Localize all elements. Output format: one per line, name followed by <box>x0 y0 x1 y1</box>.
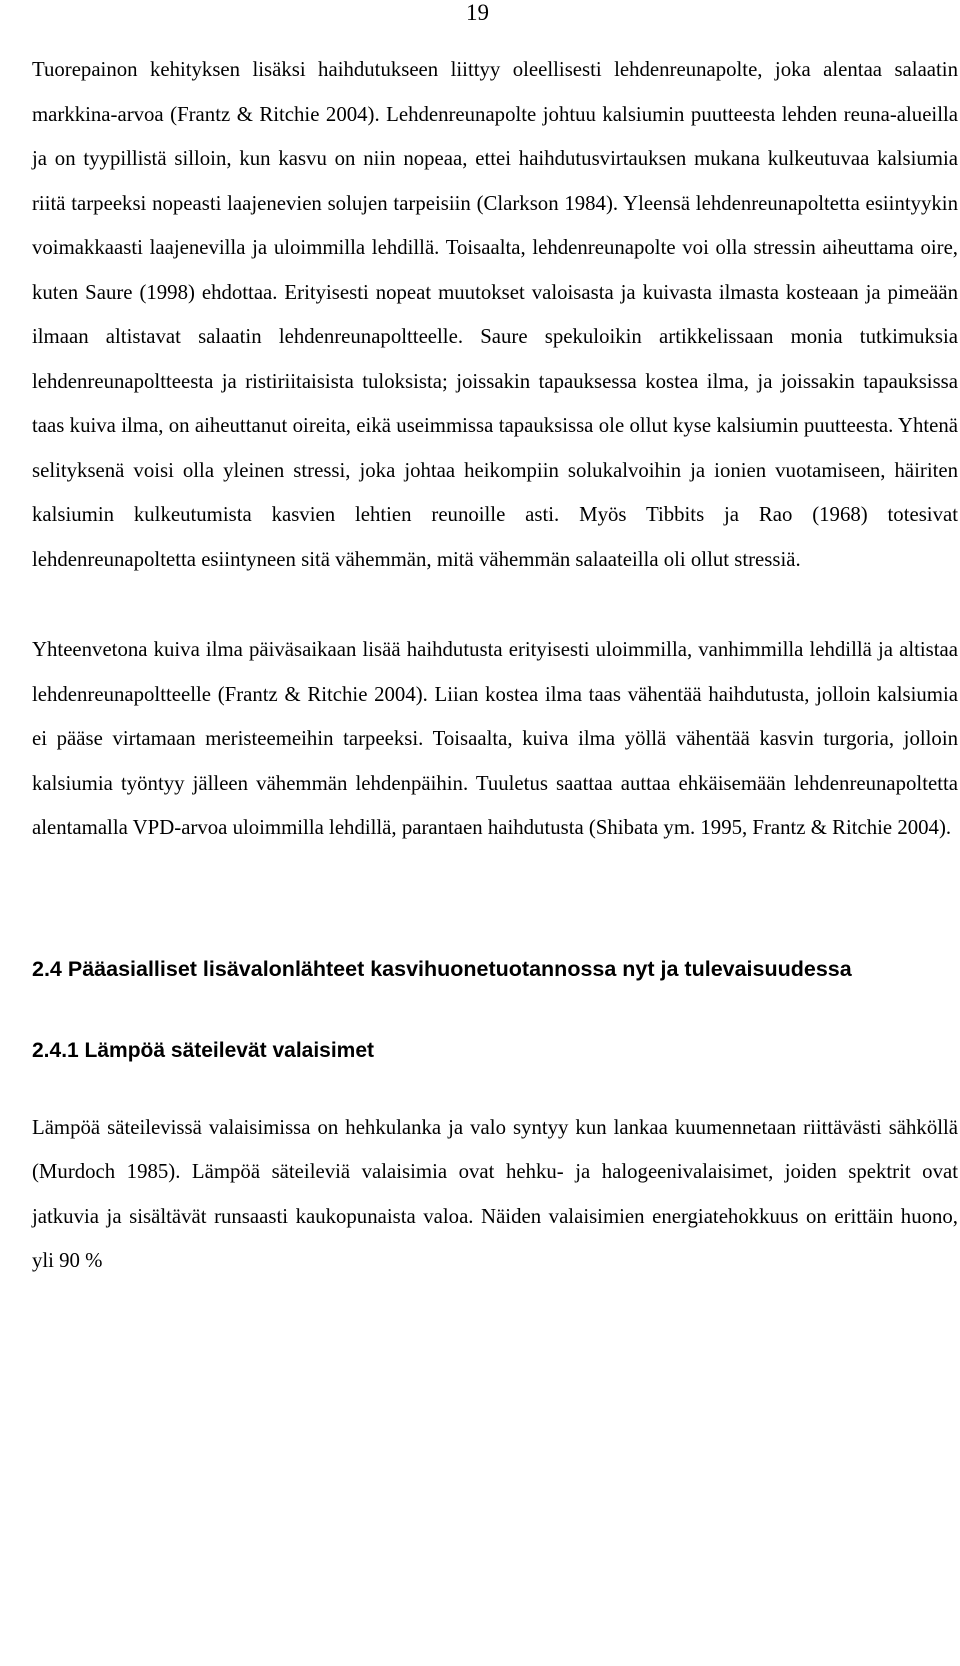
section-heading: 2.4 Pääasialliset lisävalonlähteet kasvihuonetuotannossa nyt ja tulevaisuudessa <box>32 956 852 981</box>
paragraph-leaf-tipburn: Tuorepainon kehityksen lisäksi haihdutukseen liittyy oleellisesti lehdenreunapolte, joka alentaa salaatin markkina-arvoa (Frantz & Ritchie 2004). Lehdenreunapolte johtuu kalsiumin puutteesta lehden reuna-alueilla ja on tyypillistä silloin, kun kasvu on niin nopeaa, ettei haihdutusvirtauksen mukana kulkeutuvaa kalsiumia riitä tarpeeksi nopeasti laajenevien solujen tarpeisiin (Clarkson 1984). Yleensä lehdenreunapoltetta esiintyykin voimakkaasti laajenevilla ja uloimmilla lehdillä. Toisaalta, lehdenreunapolte voi olla stressin aiheuttama oire, kuten Saure (1998) ehdottaa. Erityisesti nopeat muutokset valoisasta ja kuivasta ilmasta kosteaan ja pimeään ilmaan altistavat salaatin lehdenreunapoltteelle. Saure spekuloikin artikkelissaan monia tutkimuksia lehdenreunapoltteesta ja ristiriitaisista tuloksista; joissakin tapauksessa kostea ilma, ja joissakin tapauksissa taas kuiva ilma, on aiheuttanut oireita, eikä useimmissa tapauksissa ole ollut kyse kalsiumin puutteesta. Yhtenä selityksenä voisi olla yleinen stressi, joka johtaa heikompiin solukalvoihin ja ionien vuotamiseen, häiriten kalsiumin kulkeutumista kasvien lehtien reunoille asti. Myös Tibbits ja Rao (1968) totesivat lehdenreunapoltetta esiintyneen sitä vähemmän, mitä vähemmän salaateilla oli ollut stressiä. <box>32 58 958 571</box>
paragraph-summary: Yhteenvetona kuiva ilma päiväsaikaan lisää haihdutusta erityisesti uloimmilla, vanhimmilla lehdillä ja altistaa lehdenreunapoltteelle (Frantz & Ritchie 2004). Liian kostea ilma taas vähentää haihdutusta, jolloin kalsiumia ei pääse virtamaan meristeemeihin tarpeeksi. Toisaalta, kuiva ilma yöllä vähentää kasvin turgoria, jolloin kalsiumia työntyy jälleen vähemmän lehdenpäihin. Tuuletus saattaa auttaa ehkäisemään lehdenreunapoltetta alentamalla VPD-arvoa uloimmilla lehdillä, parantaen haihdutusta (Shibata ym. 1995, Frantz & Ritchie 2004). <box>32 638 958 839</box>
subsection-heading: 2.4.1 Lämpöä säteilevät valaisimet <box>32 1038 375 1062</box>
page-content <box>32 48 958 1284</box>
page-number: 19 <box>466 0 489 25</box>
paragraph-incandescent-lamps: Lämpöä säteilevissä valaisimissa on hehkulanka ja valo syntyy kun lankaa kuumennetaan riittävästi sähköllä (Murdoch 1985). Lämpöä säteileviä valaisimia ovat hehku- ja halogeenivalaisimet, joiden spektrit ovat jatkuvia ja sisältävät runsaasti kaukopunaista valoa. Näiden valaisimien energiatehokkuus on erittäin huono, yli 90 % <box>32 1115 958 1272</box>
